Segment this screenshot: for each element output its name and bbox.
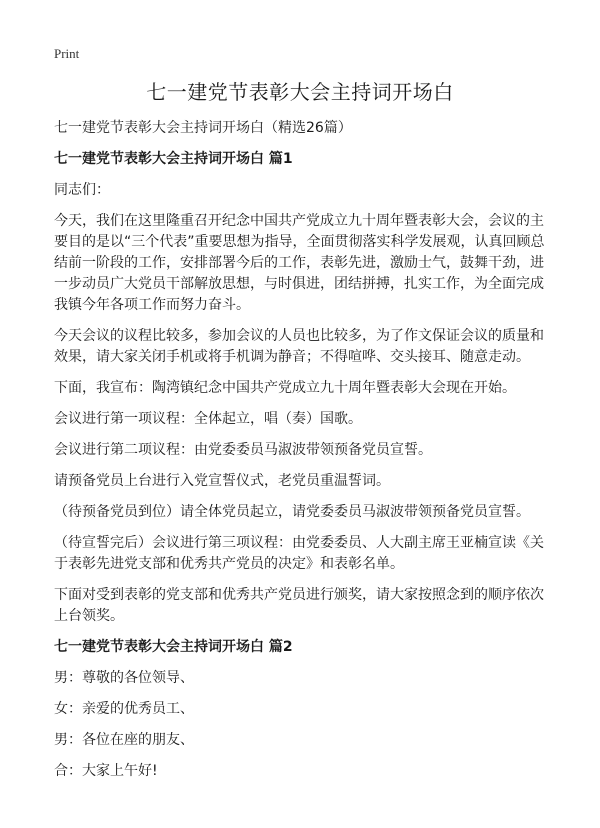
paragraph: 男：尊敬的各位领导、: [54, 670, 194, 686]
paragraph: 今天，我们在这里隆重召开纪念中国共产党成立九十周年暨表彰大会，会议的主要目的是以“三个代表”重要思想为指导，全面贯彻落实科学发展观，认真回顾总结前一阶段的工作，安排部署今后的工作，表彰先进，激励士气，鼓舞干劲，进一步动员广大党员干部解放思想，与时俱进，团结拼搏，扎实工作，为全面完成我镇今年各项工作而努力奋斗。: [54, 213, 545, 313]
paragraph: 下面对受到表彰的党支部和优秀共产党员进行颁奖，请大家按照念到的顺序依次上台领奖。: [54, 587, 544, 624]
paragraph: 女：亲爱的优秀员工、: [54, 701, 194, 717]
paragraph: 会议进行第一项议程：全体起立，唱（奏）国歌。: [54, 411, 362, 427]
paragraph: 男：各位在座的朋友、: [54, 732, 194, 748]
section-1: [54, 149, 554, 627]
paragraph: （待预备党员到位）请全体党员起立，请党委委员马淑波带领预备党员宣誓。: [54, 504, 530, 520]
paragraph: 同志们：: [54, 182, 110, 198]
section-2-heading: 七一建党节表彰大会主持词开场白 篇2: [54, 639, 293, 655]
paragraph: （待宣誓完后）会议进行第三项议程：由党委委员、人大副主席王亚楠宣读《关于表彰先进党支部和优秀共产党员的决定》和表彰名单。: [54, 535, 544, 572]
print-link[interactable]: Print: [54, 46, 80, 61]
paragraph: 合：大家上午好!: [54, 763, 158, 779]
paragraph: 会议进行第二项议程：由党委委员马淑波带领预备党员宣誓。: [54, 442, 432, 458]
document-subtitle: 七一建党节表彰大会主持词开场白（精选26篇）: [54, 120, 352, 136]
paragraph: 今天会议的议程比较多，参加会议的人员也比较多，为了作文保证会议的质量和效果，请大家关闭手机或将手机调为静音；不得喧哗、交头接耳、随意走动。: [54, 328, 544, 365]
page-title: 七一建党节表彰大会主持词开场白: [146, 80, 454, 104]
paragraph: 请预备党员上台进行入党宣誓仪式，老党员重温誓词。: [54, 473, 390, 489]
section-1-heading: 七一建党节表彰大会主持词开场白 篇1: [54, 151, 293, 167]
document-body: [54, 118, 554, 792]
section-2: [54, 637, 554, 782]
paragraph: 下面，我宣布：陶湾镇纪念中国共产党成立九十周年暨表彰大会现在开始。: [54, 380, 516, 396]
